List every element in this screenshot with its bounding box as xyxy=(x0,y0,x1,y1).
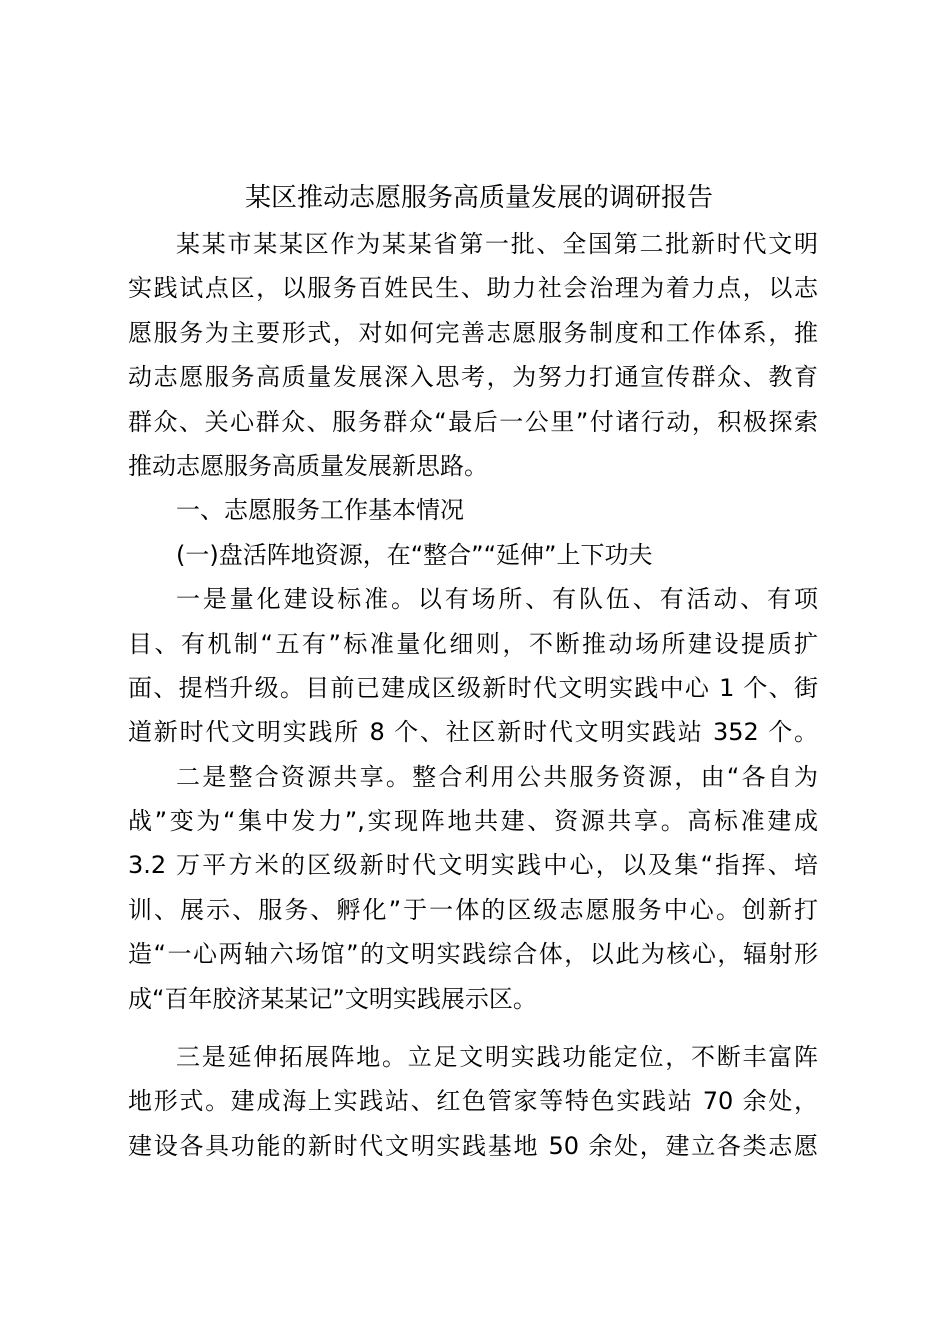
text-line: 群众、关心群众、服务群众“最后一公里”付诸行动，积极探索 xyxy=(128,407,818,436)
text-line: 某某市某某区作为某某省第一批、全国第二批新时代文明 xyxy=(176,230,818,258)
text-line: 地形式。建成海上实践站、红色管家等特色实践站 70 余处， xyxy=(128,1087,818,1116)
text-line: 一是量化建设标准。以有场所、有队伍、有活动、有项 xyxy=(176,585,818,614)
document-title: 某区推动志愿服务高质量发展的调研报告 xyxy=(244,183,713,213)
text-line: 实践试点区，以服务百姓民生、助力社会治理为着力点，以志 xyxy=(128,274,818,303)
point-two-paragraph xyxy=(128,755,818,1021)
text-line: 面、提档升级。目前已建成区级新时代文明实践中心 1 个、街 xyxy=(128,673,818,702)
document-body xyxy=(128,222,818,1168)
point-one-paragraph xyxy=(128,577,818,755)
text-line: 建设各具功能的新时代文明实践基地 50 余处，建立各类志愿 xyxy=(128,1131,818,1160)
paragraph-gap xyxy=(128,1021,818,1035)
section-heading: 一、志愿服务工作基本情况 xyxy=(176,496,464,525)
text-line: 三是延伸拓展阵地。立足文明实践功能定位，不断丰富阵 xyxy=(176,1043,818,1072)
text-line: 动志愿服务高质量发展深入思考，为努力打通宣传群众、教育 xyxy=(128,363,818,392)
text-line: 推动志愿服务高质量发展新思路。 xyxy=(128,451,488,480)
text-line: 目、有机制“五有”标准量化细则，不断推动场所建设提质扩 xyxy=(128,629,818,658)
intro-paragraph xyxy=(128,222,818,488)
text-line: 道新时代文明实践所 8 个、社区新时代文明实践站 352 个。 xyxy=(128,718,818,747)
text-line: 战”变为“集中发力”,实现阵地共建、资源共享。高标准建成 xyxy=(128,807,818,836)
text-line: 愿服务为主要形式，对如何完善志愿服务制度和工作体系，推 xyxy=(128,318,818,347)
point-three-paragraph xyxy=(128,1035,818,1168)
text-line: 成“百年胶济某某记”文明实践展示区。 xyxy=(128,984,537,1013)
text-line: 造“一心两轴六场馆”的文明实践综合体，以此为核心，辐射形 xyxy=(128,940,818,969)
text-line: 二是整合资源共享。整合利用公共服务资源，由“各自为 xyxy=(176,762,818,791)
text-line: 训、展示、服务、孵化”于一体的区级志愿服务中心。创新打 xyxy=(128,895,818,924)
text-line: 3.2 万平方米的区级新时代文明实践中心，以及集“指挥、培 xyxy=(128,851,818,880)
subsection-heading: (一)盘活阵地资源，在“整合”“延伸”上下功夫 xyxy=(176,540,653,569)
